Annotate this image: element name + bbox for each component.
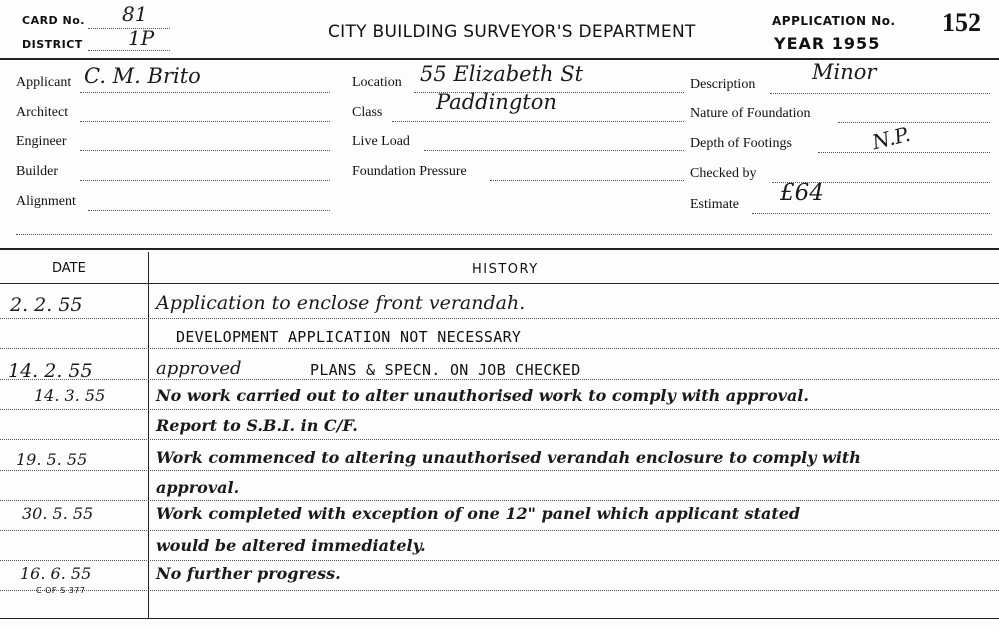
history-entry: No work carried out to alter unauthorised work to comply with approval. <box>156 386 809 405</box>
row-line <box>0 470 999 471</box>
depth-of-footings-line <box>818 152 990 153</box>
application-no-value: 152 <box>942 8 981 37</box>
card-no-label: CARD No. <box>22 14 85 27</box>
history-entry: No further progress. <box>156 564 341 583</box>
table-column-divider <box>148 252 149 618</box>
engineer-line <box>80 150 330 151</box>
row-line <box>0 318 999 319</box>
alignment-label: Alignment <box>16 194 76 209</box>
depth-of-footings-label: Depth of Footings <box>690 136 792 151</box>
history-entry: approved <box>156 358 242 379</box>
applicant-label: Applicant <box>16 75 72 90</box>
form-code: C OF S 377 <box>36 586 86 595</box>
history-entry: Application to enclose front verandah. <box>156 292 526 314</box>
history-date: 19. 5. 55 <box>16 450 88 469</box>
year-label: YEAR 1955 <box>774 34 881 53</box>
history-date: 14. 2. 55 <box>8 360 93 382</box>
district-value: 1P <box>128 26 155 50</box>
builder-label: Builder <box>16 164 58 179</box>
live-load-line <box>424 150 684 151</box>
history-date: 30. 5. 55 <box>22 504 94 523</box>
nature-of-foundation-label: Nature of Foundation <box>690 106 811 121</box>
card-no-value: 81 <box>122 2 148 26</box>
history-header: HISTORY <box>472 262 539 277</box>
row-line <box>0 348 999 349</box>
fields-bottom-rule <box>0 248 999 250</box>
estimate-value: £64 <box>780 180 824 206</box>
location-label: Location <box>352 75 402 90</box>
history-date: 14. 3. 55 <box>34 386 106 405</box>
blank-line <box>16 234 992 235</box>
row-line <box>0 500 999 501</box>
estimate-label: Estimate <box>690 197 739 212</box>
class-label: Class <box>352 105 383 120</box>
history-date: 2. 2. 55 <box>10 294 83 316</box>
row-line <box>0 439 999 440</box>
history-entry: would be altered immediately. <box>156 536 426 555</box>
date-header: DATE <box>52 261 86 276</box>
history-entry: Report to S.B.I. in C/F. <box>156 416 358 435</box>
applicant-line <box>80 92 330 93</box>
description-label: Description <box>690 77 756 92</box>
class-line <box>392 121 684 122</box>
history-date: 16. 6. 55 <box>20 564 92 583</box>
card-bottom-rule <box>0 618 999 619</box>
history-entry: DEVELOPMENT APPLICATION NOT NECESSARY <box>176 328 522 346</box>
application-no-label: APPLICATION No. <box>772 14 896 28</box>
architect-label: Architect <box>16 105 69 120</box>
location-value: 55 Elizabeth St <box>420 62 584 86</box>
district-line <box>88 50 170 51</box>
estimate-line <box>752 213 990 214</box>
nature-of-foundation-line <box>838 122 990 123</box>
description-value: Minor <box>812 60 877 84</box>
history-entry: Work commenced to altering unauthorised verandah enclosure to comply with <box>156 448 861 467</box>
class-value: Paddington <box>436 90 557 114</box>
table-header-rule <box>0 283 999 284</box>
district-label: DISTRICT <box>22 38 83 51</box>
foundation-pressure-label: Foundation Pressure <box>352 164 467 179</box>
live-load-label: Live Load <box>352 134 410 149</box>
builder-line <box>80 180 330 181</box>
row-line <box>0 560 999 561</box>
engineer-label: Engineer <box>16 134 67 149</box>
row-line <box>0 530 999 531</box>
row-line <box>0 409 999 410</box>
applicant-value: C. M. Brito <box>84 64 201 88</box>
row-line <box>0 590 999 591</box>
depth-of-footings-value: N.P. <box>869 121 913 155</box>
history-entry-typed: PLANS & SPECN. ON JOB CHECKED <box>310 361 581 379</box>
checked-by-label: Checked by <box>690 166 757 181</box>
row-line <box>0 379 999 380</box>
description-line <box>770 93 990 94</box>
alignment-line <box>88 210 330 211</box>
foundation-pressure-line <box>490 180 684 181</box>
architect-line <box>80 121 330 122</box>
history-entry: approval. <box>156 478 240 497</box>
history-entry: Work completed with exception of one 12" panel which applicant stated <box>156 504 801 523</box>
department-title: CITY BUILDING SURVEYOR'S DEPARTMENT <box>328 22 696 42</box>
